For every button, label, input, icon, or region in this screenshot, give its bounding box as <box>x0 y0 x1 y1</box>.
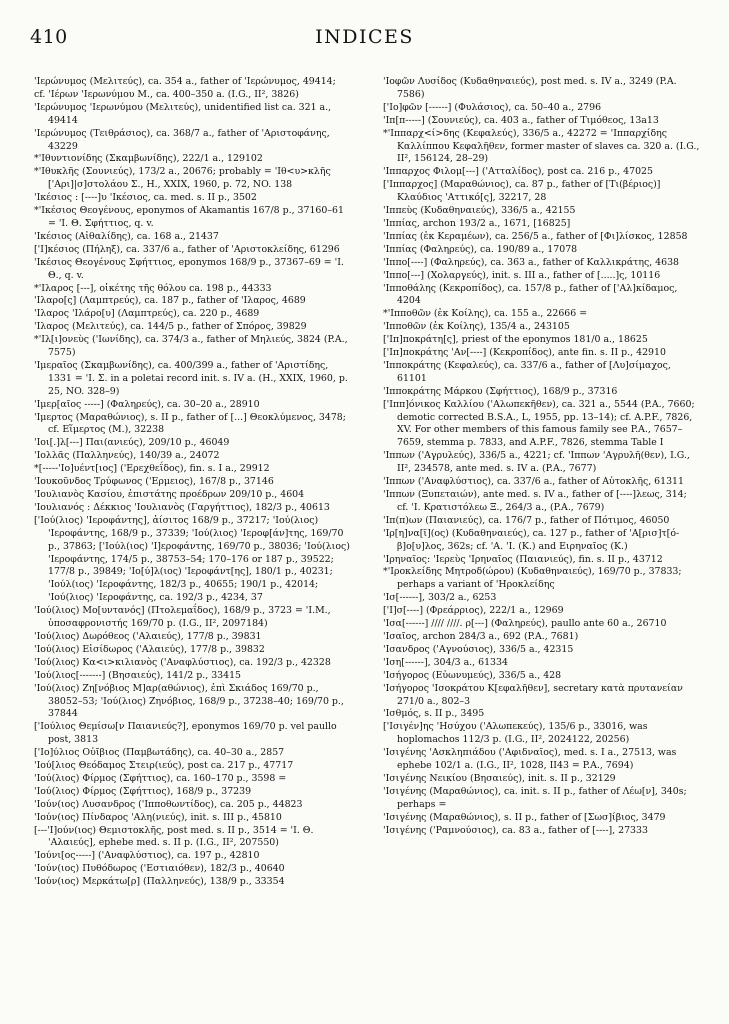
index-entry: 'Ισιγένης 'Ασκληπιάδου ('Αφιδναῖος), med. s. I a., 27513, was ephebe 102/1 a. (I.G., II², 1028, II43 = P.A., 7694) <box>383 747 677 772</box>
index-entry: 'Ισήγορος (Εὐωνυμεύς), 336/5 a., 428 <box>383 669 562 681</box>
index-entry: 'Ικέσιος Θεογένους Σφήττιος, eponymos 168/9 p., 37367–69 = 'Ι. Θ., q. v. <box>34 256 344 281</box>
index-entry: 'Ιερώνυμος (Μελιτεύς), ca. 354 a., father of 'Ιερώνυμος, 49414; <box>34 76 336 87</box>
index-entry: ['Ιού(λιος) 'Ιεροφάντης], ἀίσιτος 168/9 p., 37217; 'Ιού(λιος) 'Ιεροφάντης, 168/9 p., 37339; 'Ιού(λιος) 'Ιεροφ[άν]της, 169/70 p., 37863; ['Ιούλ(ιος) 'Ι]εροφάντης, 169/70 p., 38036; 'Ιού(λιος) 'Ιεροφάντης, 174/5 p., 38753–54; 170–176 or 187 p., 39522; 177/8 p., 39849; 'Ιο[ύ]λ(ιος) 'Ιεροφάντ[ης], 180/1 p., 40231; 'Ιούλ(ιος) 'Ιεροφάντης, 182/3 p., 40655; 190/1 p., 42014; 'Ιού(λιος) 'Ιεροφάντης, ca. 192/3 p., 4234, 37 <box>34 514 350 604</box>
index-entry: 'Ιππαρχος Φιλομ[---] ('Ατταλίδος), post ca. 216 p., 47025 <box>383 166 653 178</box>
page-title: INDICES <box>315 26 414 48</box>
index-entry: 'Ιού(λιος) Ζη[νόβιος Μ]αρ(αθώνιος), ἐπὶ Σκιάδος 169/70 p., 38052–53; 'Ιού(λιος) Ζηνόβιος, 168/9 p., 37238–40; 169/70 p., 37844 <box>34 682 344 720</box>
index-entry: 'Ιρ[η]να[ῖ](ος) (Κυδαθηναιεύς), ca. 127 p., father of 'Α[ρισ]τ[ό-β]ο[υ]λος, 362s; cf. 'Α. 'Ι. (Κ.) and Ειρηναῖος (Κ.) <box>383 527 680 552</box>
index-entry: 'Ικέσιος : [----]υ 'Ικέσιος, ca. med. s. II p., 3502 <box>34 192 257 204</box>
index-entry: *'Ικέσιος Θεογένους, eponymos of Akamantis 167/8 p., 37160–61 = 'Ι. Θ. Σφήττιος, q. v. <box>34 205 344 229</box>
index-entry: 'Ιερώνυμος (Τειθράσιος), ca. 368/7 a., father of 'Αριστοφάνης, 43229 <box>34 127 330 152</box>
index-entry: *'Ιθυκλῆς (Σουνιεύς), 173/2 a., 20676; probably = 'Ιθ<υ>κλῆς ['Αρι]|σ]στολάου Σ., H., XXIX, 1960, p. 72, NO. 138 <box>34 166 331 191</box>
index-entry: 'Ιοφῶν Λυσίδος (Κυδαθηναιεύς), post med. s. IV a., 3249 (P.A. 7586) <box>383 76 677 100</box>
index-entry: 'Ικέσιος (Αἰθαλίδης), ca. 168 a., 21437 <box>34 230 219 242</box>
index-entry: 'Ιού(λιος[-------] (Βησαιεύς), 141/2 p., 33415 <box>34 669 242 681</box>
index-entry: *[-----'Ιο]υέντ[ιος] ('Ερεχθεΐδος), fin. s. I a., 29912 <box>34 463 270 475</box>
index-entry: cf. 'Ιέρων 'Ιερωνύμου Μ., ca. 400–350 a. (I.G., II², 3826) <box>34 88 299 100</box>
index-entry: *'Ιππαρχ<ί>δης (Κεφαλεύς), 336/5 a., 42272 = 'Ιππαρχίδης Καλλίππου Κεφαλῆθεν, former master of slaves ca. 320 a. (I.G., II², 156124, 28–29) <box>383 127 700 165</box>
index-entry: ['Ι]σ[----] (Φρεάρριος), 222/1 a., 12969 <box>383 605 564 617</box>
index-entry: 'Ιππίας, archon 193/2 a., 1671, [16825] <box>383 217 571 229</box>
index-entry: 'Ιππεὺς (Κυδαθηναιεύς), 336/5 a., 42155 <box>383 205 576 217</box>
index-entry: 'Ισήγορος 'Ισοκράτου Κ[εφαλῆθεν], secretary κατὰ πρυτανείαν 271/0 a., 802–3 <box>383 682 683 707</box>
page-number: 410 <box>30 26 68 48</box>
index-entry: 'Ιού(λιος) Μο[υντανός] (Πτολεμαΐδος), 168/9 p., 3723 = 'Ι.Μ., ὑποσαφρονιστής 169/70 p. (I.G., II², 2097184) <box>34 605 331 630</box>
index-entry: 'Ιού(λιος) Εἰσίδωρος ('Αλαιεύς), 177/8 p., 39832 <box>34 643 265 655</box>
index-entry: 'Ιούν(ιος) Πυθόδωρος ('Εστιαιόθεν), 182/3 p., 40640 <box>34 863 285 875</box>
index-entry: ['Ιο]φῶν [------] (Φυλάσιος), ca. 50–40 a., 2796 <box>383 101 602 113</box>
index-entry: 'Ισθμός, s. II p., 3495 <box>383 708 485 720</box>
index-entry: ['Ιούλιος Θεμίσω[ν Παιανιεύς?], eponymos 169/70 p. vel paullo post, 3813 <box>34 721 337 746</box>
index-entry: 'Ιππο[---] (Χολαργεύς), init. s. III a., father of [.....]ς, 10116 <box>383 269 661 281</box>
index-entry: ['Ιπ]ποκράτη[ς], priest of the eponymos 181/0 a., 18625 <box>383 334 648 346</box>
index-entry: 'Ιπ[π-----] (Σουνιεύς), ca. 403 a., father of Τιμόθεος, 13a13 <box>383 114 659 126</box>
index-entry: 'Ιμερ[αῖος -----] (Φαληρεύς), ca. 30–20 a., 28910 <box>34 398 260 410</box>
index-entry: 'Ιπποθῶν (ἐκ Κοίλης), 135/4 a., 243105 <box>383 321 570 333</box>
index-entry: 'Ιμεραῖος (Σκαμβωνίδης), ca. 400/399 a., father of 'Αριστίδης, 1331 = 'Ι. Σ. in a poletai record init. s. IV a. (H., XXIX, 1960, p. 25, NO. 328–9) <box>34 359 348 397</box>
index-entry: 'Ιππων (Ξυπεταιών), ante med. s. IV a., father of [----]λεως, 314; cf. 'Ι. Κρατιστόλεω Ξ., 264/3 a., (P.A., 7679) <box>383 489 687 513</box>
index-entry: 'Ιππο[----] (Φαληρεύς), ca. 363 a., father of Καλλικράτης, 4638 <box>383 256 680 268</box>
index-entry: ['Ιππαρχος] (Μαραθώνιος), ca. 87 p., father of [Τι(βέριος)] Κλαύδιος 'Αττικό[ς], 32217, 28 <box>383 179 661 204</box>
index-entry: 'Ιούνι[ος-----] ('Αναφλύστιος), ca. 197 p., 42810 <box>34 850 260 862</box>
right-column <box>383 76 701 837</box>
index-entry: 'Ισιγένης Νεικίου (Βησαιεύς), init. s. II p., 32129 <box>383 772 616 784</box>
index-entry: ['Ιο]ύλιος Οὐῖβιος (Παμβωτάδης), ca. 40–30 a., 2857 <box>34 747 285 759</box>
index-entry: 'Ιλαρο[ς] (Λαμπτρεύς), ca. 187 p., father of 'Ιλαρος, 4689 <box>34 295 306 307</box>
left-column <box>34 76 352 889</box>
index-entry: *'Ιλ[ι]ονεὺς ('Ιωνίδης), ca. 374/3 a., father of Μηλιεύς, 3824 (P.A., 7575) <box>34 334 348 359</box>
index-entry: 'Ιού(λιος) Φίρμος (Σφήττιος), ca. 160–170 p., 3598 = <box>34 772 287 784</box>
index-entry: 'Ιπποθάλης (Κεκροπίδος), ca. 157/8 p., father of ['Αλ]κίδαμος, 4204 <box>383 282 678 307</box>
index-entry: 'Ισιγένης (Μαραθώνιος), s. II p., father of [Σωσ]ίβιος, 3479 <box>383 811 666 823</box>
index-entry: 'Ιππων ('Αναφλύστιος), ca. 337/6 a., father of Αὐτοκλῆς, 61311 <box>383 476 684 488</box>
index-entry: 'Ιουλιανός : Δέκκιος 'Ιουλιανὸς (Γαργήττιος), 182/3 p., 40613 <box>34 501 330 513</box>
index-entry: ['Ιπ]ποκράτης 'Αν[----] (Κεκροπίδος), ante fin. s. II p., 42910 <box>383 347 666 359</box>
index-entry: 'Ιερώνυμος 'Ιερωνύμου (Μελιτεύς), unidentified list ca. 321 a., 49414 <box>34 101 332 126</box>
index-entry: 'Ιού(λιος) Φίρμος (Σφήττιος), 168/9 p., 37239 <box>34 785 252 797</box>
index-entry: ['Ισιγέν]ης 'Ησύχου ('Αλωπεκεύς), 135/6 p., 33016, was hoplomachos 112/3 p. (I.G., II², 2024122, 20256) <box>383 721 648 746</box>
index-entry: [---'Ι]ούν(ιος) Θεμιστοκλῆς, post med. s. II p., 3514 = 'Ι. Θ. 'Αλαιεύς], ephebe med. s. II p. (I.G., II², 207550) <box>34 824 314 849</box>
index-entry: *'Ιροκλείδης Μητροδ(ώρου) (Κυδαθηναιεύς), 169/70 p., 37833; perhaps a variant of 'Ηροκλείδης <box>383 566 682 591</box>
index-entry: 'Ιππίας (Φαληρεύς), ca. 190/89 a., 17078 <box>383 243 578 255</box>
index-entry: 'Ιπ(π)ων (Παιανιεύς), ca. 176/7 p., father of Πότιμος, 46050 <box>383 514 670 526</box>
index-entry: 'Ιππίας (ἐκ Κεραμέων), ca. 256/5 a., father of [Φι]λίσκος, 12858 <box>383 230 688 242</box>
index-entry: 'Ιππων ('Αγρυλεύς), 336/5 a., 4221; cf. 'Ιππων 'Αγρυλῆ(θεν), I.G., II², 234578, ante med. s. IV a. (P.A., 7677) <box>383 450 690 475</box>
index-entry: 'Ιού[λιος Θεόδαμος Στειρ(ιεύς), post ca. 217 p., 47717 <box>34 760 294 772</box>
index-entry: 'Ιοι[.]λ[---] Παι(ανιεύς), 209/10 p., 46049 <box>34 437 230 449</box>
index-entry: 'Ισιγένης (Μαραθώνιος), ca. init. s. II p., father of Λέω[ν], 340s; perhaps = <box>383 785 687 810</box>
index-entry: 'Ιουκοῦνδος Τρύφωνος ('Ερμειος), 167/8 p., 37146 <box>34 476 274 488</box>
page-header <box>26 26 703 56</box>
index-entry: 'Ιμερτος (Μαραθώνιος), s. II p., father of [...] Θεοκλύμενος, 3478; cf. Εἵμερτος (Μ.), 32238 <box>34 411 346 436</box>
index-entry: 'Ιούν(ιος) Μερκάτω[ρ] (Παλληνεύς), 138/9 p., 33354 <box>34 876 285 888</box>
index-entry: *'Ιπποθῶν (ἐκ Κοίλης), ca. 155 a., 22666 = <box>383 308 588 320</box>
index-entry: *'Ιλαρος [---], οἰκέτης τῆς θόλου ca. 198 p., 44333 <box>34 282 272 294</box>
index-entry: 'Ισ[------], 303/2 a., 6253 <box>383 592 497 604</box>
index-entry: 'Ιούν(ιος) Λυσανδρος ('Ιπποθωντίδος), ca. 205 p., 44823 <box>34 798 303 810</box>
index-entry: 'Ιρηναῖος: 'Ιερεὺς 'Ιρηναῖος (Παιανιεύς), fin. s. II p., 43712 <box>383 553 663 565</box>
index-entry: ['Ιππ]όνικος Καλλίου ('Αλωπεκῆθεν), ca. 321 a., 5544 (P.A., 7660; demotic corrected B.S.A., L, 1955, pp. 13–14); cf. A.P.F., 7826, XV. For other members of this famous family see P.A., 7657–7659, stemma p. 7833, and A.P.F., 7826, stemma Table I <box>383 398 695 449</box>
index-entry: 'Ιού(λιος) Δωρόθεος ('Αλαιεύς), 177/8 p., 39831 <box>34 630 262 642</box>
index-entry: 'Ιλαρος 'Ιλάρο[υ] (Λαμπτρεύς), ca. 220 p., 4689 <box>34 308 260 320</box>
index-entry: 'Ισιγένης ('Ραμνούσιος), ca. 83 a., father of [----], 27333 <box>383 824 648 836</box>
index-entry: 'Ισαῖος, archon 284/3 a., 692 (P.A., 7681) <box>383 630 579 642</box>
index-entry: *'Ιθυντιονίδης (Σκαμβωνίδης), 222/1 a., 129102 <box>34 153 263 165</box>
index-entry: 'Ιού(λιος) Κα<ι>κιλιανὸς ('Αναφλύστιος), ca. 192/3 p., 42328 <box>34 656 331 668</box>
index-entry: 'Ιολλᾶς (Παλληνεύς), 140/39 a., 24072 <box>34 450 220 462</box>
index-entry: ['Ι]κέσιος (Πήληξ), ca. 337/6 a., father of 'Αριστοκλείδης, 61296 <box>34 243 340 255</box>
index-entry: 'Ισανδρος ('Αγνούσιος), 336/5 a., 42315 <box>383 643 574 655</box>
index-entry: 'Ισα[------] //// ////. ρ[---] (Φαληρεύς), paullo ante 60 a., 26710 <box>383 618 667 630</box>
index-entry: 'Ιπποκράτης (Κεφαλεύς), ca. 337/6 a., father of [Λυ]σίμαχος, 61101 <box>383 359 671 384</box>
index-entry: 'Ιλαρος (Μελιτεύς), ca. 144/5 p., father of Σπόρος, 39829 <box>34 321 307 333</box>
index-entry: 'Ιπποκράτης Μάρκου (Σφήττιος), 168/9 p., 37316 <box>383 385 618 397</box>
index-entry: 'Ιούν(ιος) Πίνδαρος 'Αλη(νιεύς), init. s. III p., 45810 <box>34 811 282 823</box>
index-entry: 'Ιουλιανὸς Κασίου, ἐπιστάτης προέδρων 209/10 p., 4604 <box>34 489 305 500</box>
index-entry: 'Ιση[------], 304/3 a., 61334 <box>383 656 508 668</box>
